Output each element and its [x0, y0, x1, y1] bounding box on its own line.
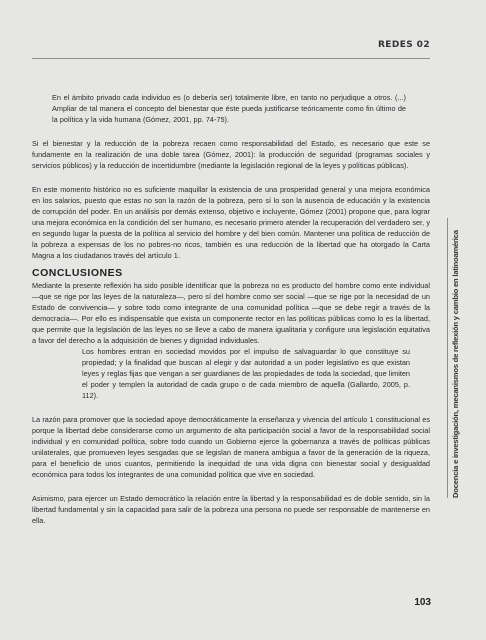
section-heading: CONCLUSIONES — [32, 267, 123, 279]
page-body — [32, 92, 430, 526]
paragraph-2: En este momento histórico no es suficiente maquillar la existencia de una prosperidad general y una mejora económica en los salarios, puesto que estas no son la razón de la pobreza, pero sí lo son la ausencia de educación y la existencia de corrupción del poder. En un análisis por demás extenso, objetivo e incluyente, Gómez (2001) propone que, para lograr una mejora económica en la condición del ser humano, es necesario primero atender la recuperación del verdadero ser, y en segundo lugar la puesta de la política al servicio del hombre y del bien común. Mantener una política de reducción de la pobreza a expensas de los no pobres-no ricos, también es una reducción de la libertad que ha otorgado la Carta Magna a los ciudadanos través del artículo 1. — [32, 185, 430, 260]
paragraph-4: La razón para promover que la sociedad apoye democráticamente la enseñanza y vivencia del artículo 1 constitucional es porque la libertad debe considerarse como un argumento de alta participación social a favor de la responsabilidad social individual y en comunidad política, sobre todo cuando un Gobierno ejerce la gobernanza a través de políticas públicas unilaterales, que promueven leyes sesgadas que se legislan de manera ambigua a favor de la generación de la riqueza, para el beneficio de unos cuantos, permitiendo la inequidad de una vida digna con bienestar social y desigualdad económica para todos los integrantes de una comunidad política que vive en sociedad. — [32, 415, 430, 479]
paragraph-3: Mediante la presente reflexión ha sido posible identificar que la pobreza no es producto del hombre como ente individual —que se rige por las leyes de la naturaleza—, pero sí del hombre como ser social —que se rige por la necesidad de un Estado de convivencia— y sobre todo como integrante de una comunidad política —que se debe regir a través de la democracia—. Por ello es indispensable que exista un componente rector en las políticas públicas como lo es la libertad, que permite que la legislación de las leyes no se lleve a cabo de manera igualitaria y configure una legislación equitativa a favor del derecho a la adquisición de bienes y dignidad individuales. — [32, 281, 430, 345]
block-quote-1: En el ámbito privado cada individuo es (o debería ser) totalmente libre, en tanto no perjudique a otros. (...) Ampliar de tal manera el concepto del bienestar que éste pueda justificarse teóricamente como fin último de la política y la vida humana (Gómez, 2001, pp. 74-75). — [52, 93, 406, 124]
side-rule — [447, 218, 448, 498]
paragraph-1: Si el bienestar y la reducción de la pobreza recaen como responsabilidad del Estado, es necesario que este se fundamente en la realización de una doble tarea (Gómez, 2001): la producción de seguridad (programas sociales y servicios públicos) y la reducción de incertidumbre (mediante la legislación regional de la leyes y políticas públicas). — [32, 139, 430, 170]
side-running-title — [447, 218, 463, 498]
running-header: REDES 02 — [377, 40, 430, 50]
page-number: 103 — [414, 597, 431, 608]
paragraph-5: Asimismo, para ejercer un Estado democrático la relación entre la libertad y la responsabilidad es de doble sentido, sin la libertad fundamental y sin la capacidad para salir de la pobreza una persona no puede ser responsable de mantenerse en ella. — [32, 494, 430, 525]
block-quote-2: Los hombres entran en sociedad movidos por el impulso de salvaguardar lo que constituye su propiedad; y la finalidad que buscan al elegir y dar autoridad a un poder legislativo es que existan leyes y reglas fijas que vengan a ser guardianes de las propiedades de toda la sociedad, que limiten el poder y templen la autoridad de cada grupo o de cada miembro de aquella (Gallardo, 2005, p. 112). — [82, 347, 410, 400]
side-title-text: Docencia e investigación, mecanismos de reflexión y cambio en latinoamérica — [451, 230, 460, 498]
header-rule — [32, 58, 430, 59]
